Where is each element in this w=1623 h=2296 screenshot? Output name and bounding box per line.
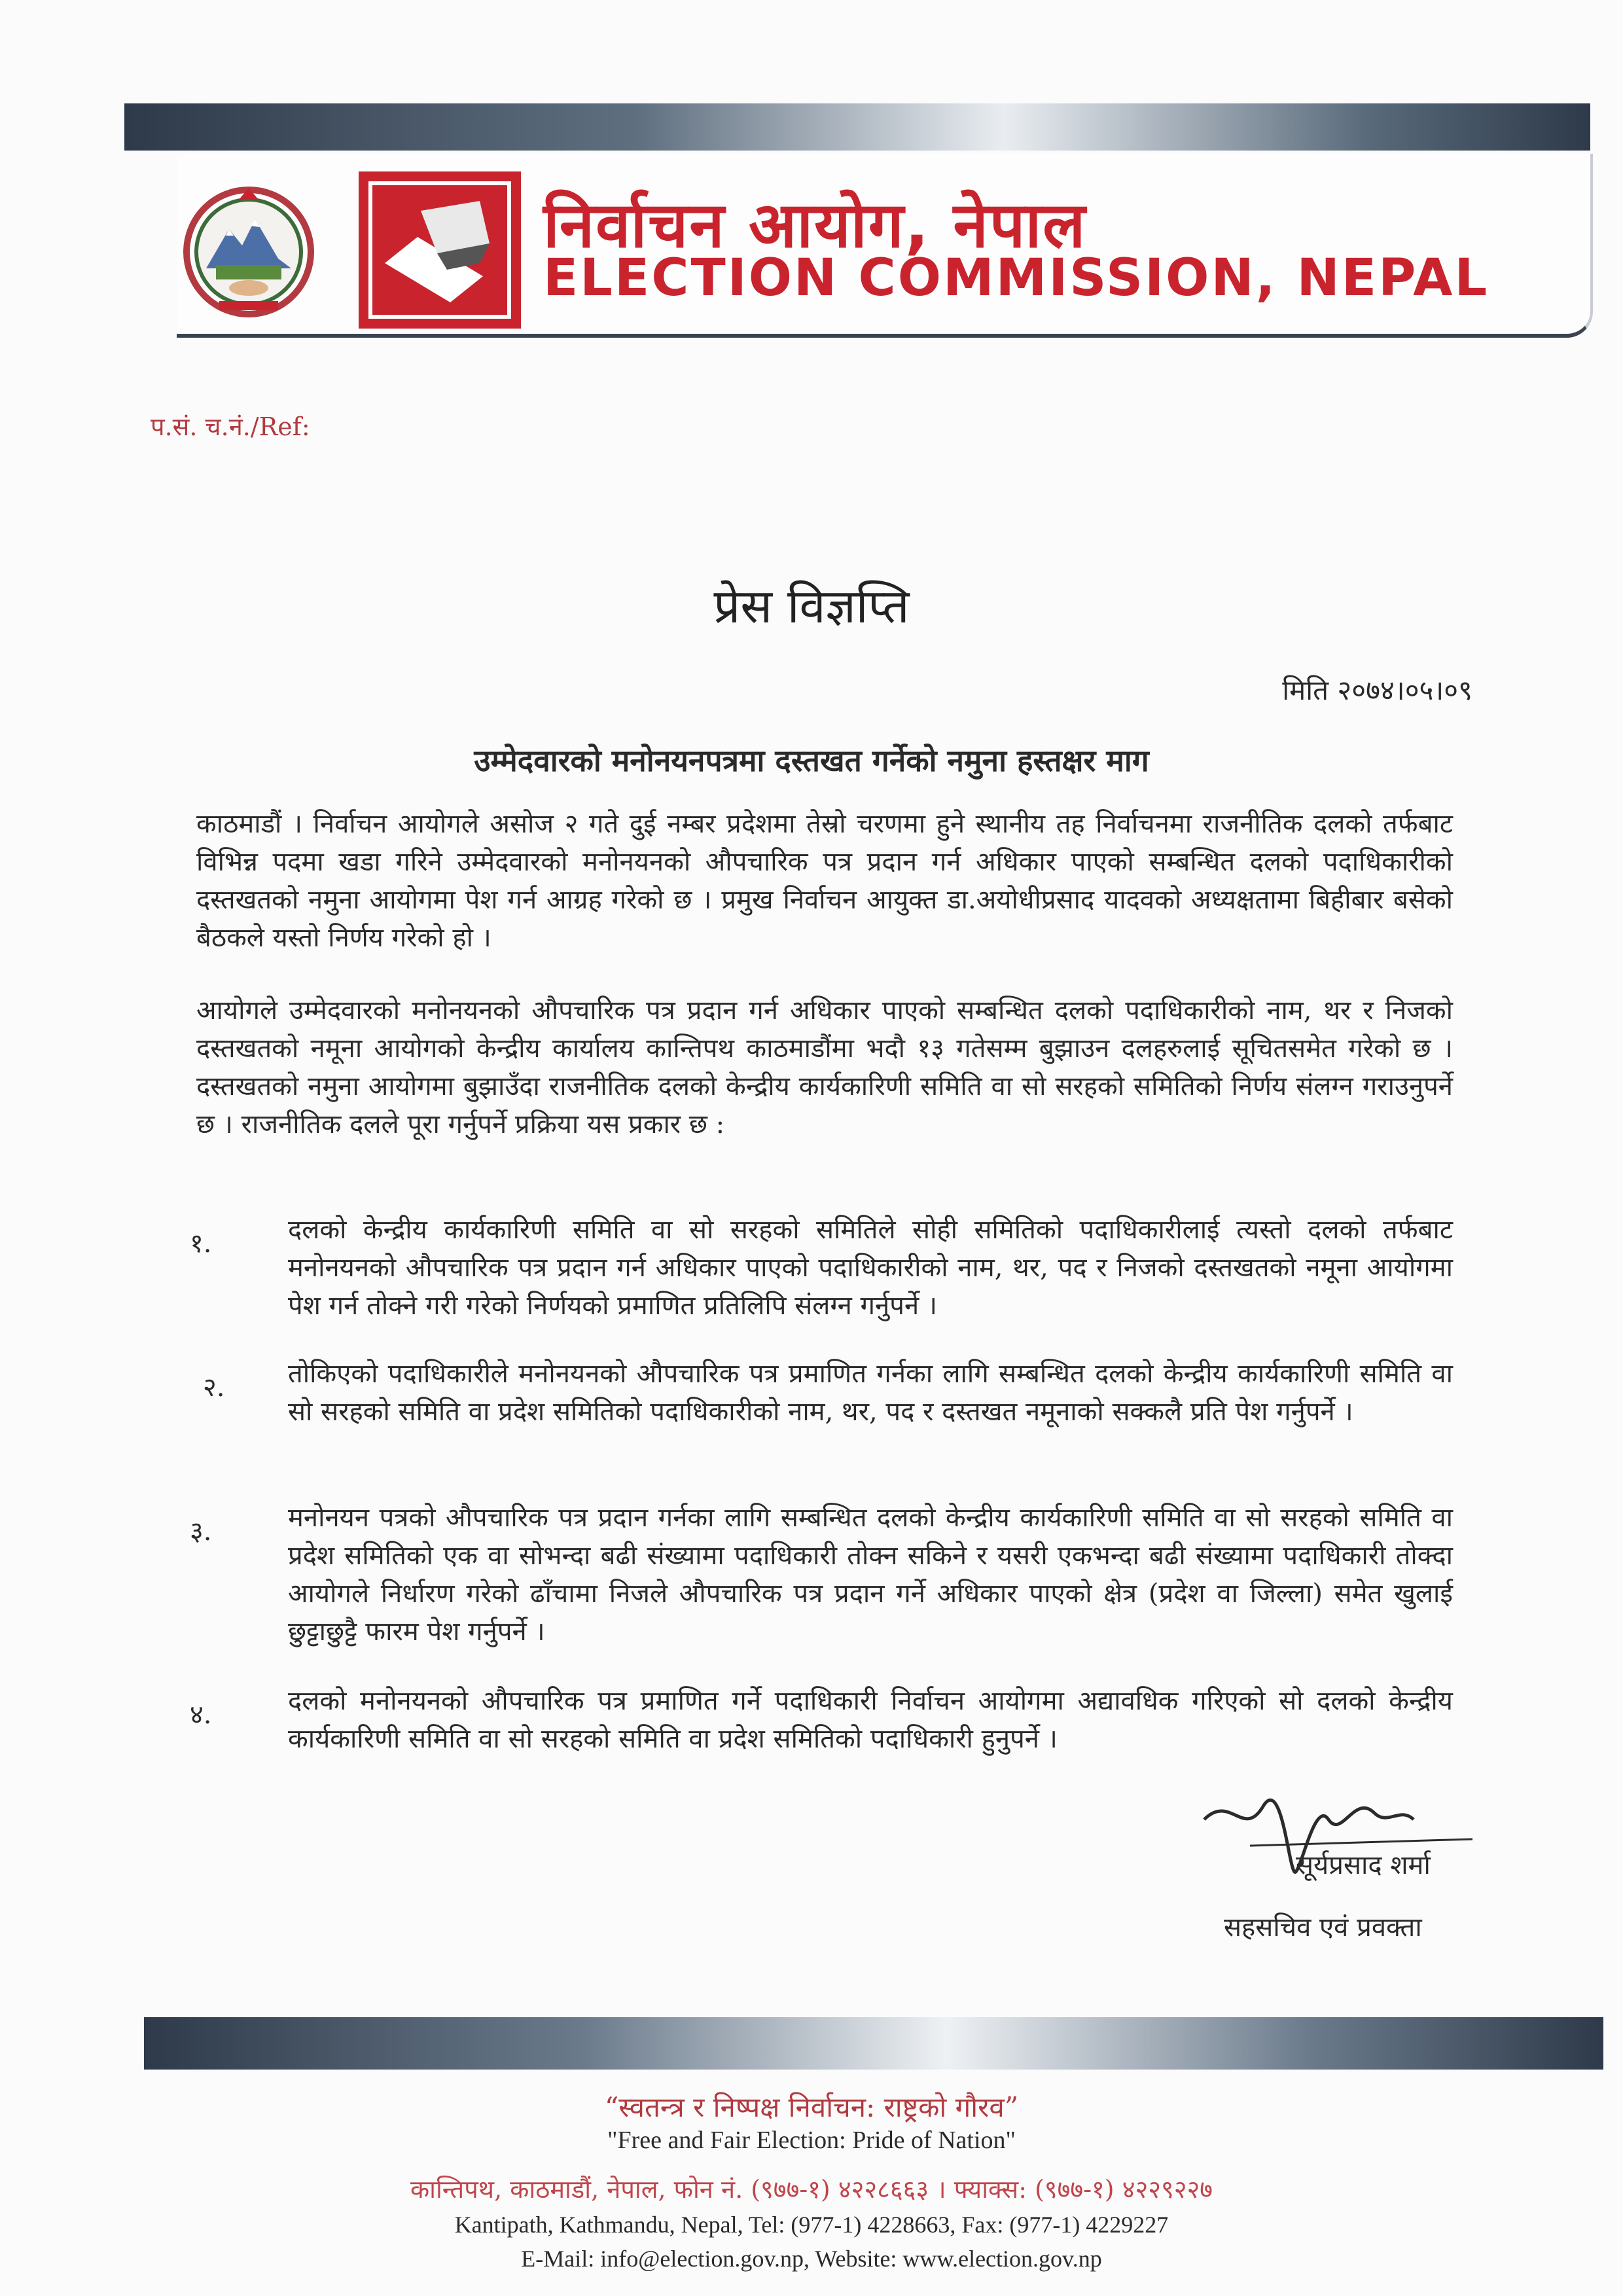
motto-english: "Free and Fair Election: Pride of Nation" bbox=[607, 2126, 1016, 2154]
list-item: मनोनयन पत्रको औपचारिक पत्र प्रदान गर्नका लागि सम्बन्धित दलको केन्द्रीय कार्यकारिणी समिति वा सो सरहको समिति वा प्रदेश समितिको एक वा सोभन्दा बढी संख्यामा पदाधिकारी तोक्न सकिने र यसरी एकभन्दा बढी संख्यामा पदाधिकारी तोक्दा आयोगले निर्धारण गरेको ढाँचामा निजले औपचारिक पत्र प्रदान गर्ने अधिकार पाएको क्षेत्र (प्रदेश वा जिल्ला) समेत खुलाई छुट्टाछुट्टै फारम पेश गर्नुपर्ने । bbox=[288, 1503, 1453, 1647]
body-paragraph: काठमाडौं । निर्वाचन आयोगले असोज २ गते दुई नम्बर प्रदेशमा तेस्रो चरणमा हुने स्थानीय तह निर्वाचनमा राजनीतिक दलको तर्फबाट विभिन्न पदमा खडा गरिने उम्मेदवारको मनोनयनको औपचारिक पत्र प्रदान गर्न अधिकार पाएको सम्बन्धित दलको पदाधिकारीको दस्तखतको नमुना आयोगमा पेश गर्न आग्रह गरेको छ । प्रमुख निर्वाचन आयुक्त डा.अयोधीप्रसाद यादवको अध्यक्षतामा बिहीबार बसेको बैठकले यस्तो निर्णय गरेको हो । bbox=[196, 809, 1453, 953]
reference-label: प.सं. च.नं./Ref: bbox=[151, 412, 310, 441]
commission-title-nepali: निर्वाचन आयोग, नेपाल bbox=[543, 188, 1087, 262]
commission-title-english: ELECTION COMMISSION, NEPAL bbox=[543, 249, 1489, 308]
ballot-box-logo bbox=[359, 171, 521, 329]
header-top-bar bbox=[124, 103, 1590, 151]
list-item: तोकिएको पदाधिकारीले मनोनयनको औपचारिक पत्र प्रमाणित गर्नका लागि सम्बन्धित दलको केन्द्रीय कार्यकारिणी समिति वा सो सरहको समिति वा प्रदेश समितिको पदाधिकारीको नाम, थर, पद र दस्तखत नमूनाको सक्कलै प्रति पेश गर्नुपर्ने । bbox=[288, 1359, 1453, 1427]
contact-info: E-Mail: info@election.gov.np, Website: www.election.gov.np bbox=[521, 2246, 1102, 2272]
subject-heading: उम्मेदवारको मनोनयनपत्रमा दस्तखत गर्नेको नमुना हस्तक्षर माग bbox=[474, 743, 1149, 778]
press-release-title: प्रेस विज्ञप्ति bbox=[713, 579, 910, 634]
body-paragraph: आयोगले उम्मेदवारको मनोनयनको औपचारिक पत्र प्रदान गर्न अधिकार पाएको सम्बन्धित दलको पदाधिकारीको नाम, थर र निजको दस्तखतको नमूना आयोगको केन्द्रीय कार्यालय कान्तिपथ काठमाडौंमा भदौ १३ गतेसम्म बुझाउन दलहरुलाई सूचितसमेत गरेको छ । दस्तखतको नमुना आयोगमा बुझाउँदा राजनीतिक दलको केन्द्रीय कार्यकारिणी समिति वा सो सरहको समितिको निर्णय संलग्न गराउनुपर्ने छ । राजनीतिक दलले पूरा गर्नुपर्ने प्रक्रिया यस प्रकार छ : bbox=[196, 996, 1453, 1139]
list-item: दलको केन्द्रीय कार्यकारिणी समिति वा सो सरहको समितिले सोही समितिको पदाधिकारीलाई त्यस्तो दलको तर्फबाट मनोनयनको औपचारिक पत्र प्रदान गर्न अधिकार पाएको पदाधिकारीको नाम, थर, पद र निजको दस्तखतको नमूना आयोगमा पेश गर्न तोक्ने गरी गरेको निर्णयको प्रमाणित प्रतिलिपि संलग्न गर्नुपर्ने । bbox=[288, 1215, 1453, 1321]
footer-bar bbox=[144, 2017, 1603, 2070]
motto-nepali: “स्वतन्त्र र निष्पक्ष निर्वाचन: राष्ट्रको गौरव” bbox=[604, 2091, 1019, 2123]
ballot-box-icon bbox=[359, 171, 521, 329]
release-date: मिति २०७४।०५।०९ bbox=[1282, 674, 1472, 706]
signatory-title: सहसचिव एवं प्रवक्ता bbox=[1224, 1912, 1422, 1943]
nepal-emblem-icon bbox=[180, 180, 317, 324]
list-item-number: ३. bbox=[190, 1516, 212, 1547]
signatory-name: सूर्यप्रसाद शर्मा bbox=[1296, 1850, 1431, 1880]
address-english: Kantipath, Kathmandu, Nepal, Tel: (977-1) 4228663, Fax: (977-1) 4229227 bbox=[454, 2212, 1169, 2238]
list-item-number: २. bbox=[203, 1372, 225, 1403]
list-item-number: ४. bbox=[190, 1700, 212, 1730]
list-item: दलको मनोनयनको औपचारिक पत्र प्रमाणित गर्ने पदाधिकारी निर्वाचन आयोगमा अद्यावधिक गरिएको सो दलको केन्द्रीय कार्यकारिणी समिति वा सो सरहको समिति वा प्रदेश समितिको पदाधिकारी हुनुपर्ने । bbox=[288, 1686, 1453, 1754]
address-nepali: कान्तिपथ, काठमाडौं, नेपाल, फोन नं. (९७७-१) ४२२८६६३ । फ्याक्स: (९७७-१) ४२२९२२७ bbox=[410, 2175, 1213, 2204]
list-item-number: १. bbox=[190, 1229, 212, 1259]
